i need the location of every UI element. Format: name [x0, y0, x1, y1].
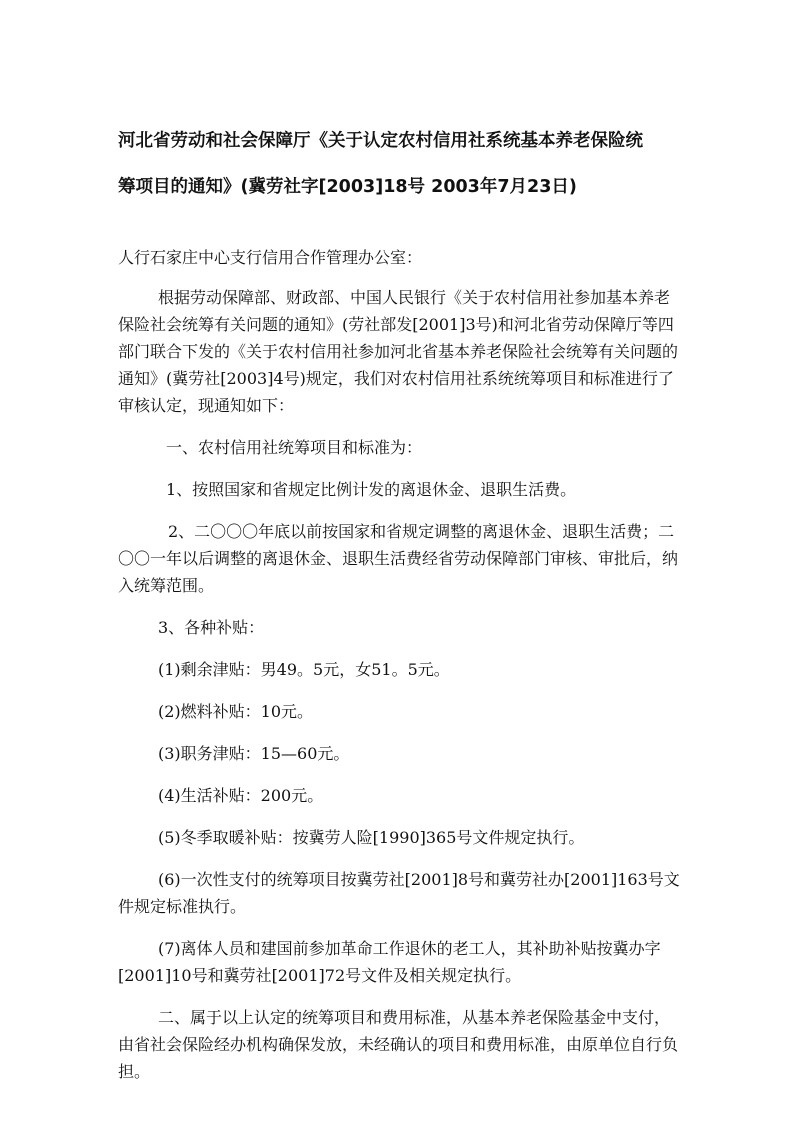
item-1: 1、按照国家和省规定比例计发的离退休金、退职生活费。 [166, 480, 577, 499]
title-line-1: 河北省劳动和社会保障厅《关于认定农村信用社系统基本养老保险统 [118, 131, 643, 151]
addressee: 人行石家庄中心支行信用合作管理办公室： [118, 248, 423, 267]
sub-item-1: (1)剩余津贴：男49。5元，女51。5元。 [158, 660, 450, 679]
sub-item-2: (2)燃料补贴：10元。 [158, 702, 314, 721]
title-line-2: 筹项目的通知》(冀劳社字[2003]18号 2003年7月23日) [118, 177, 577, 197]
item-2: 2、二〇〇〇年底以前按国家和省规定调整的离退休金、退职生活费；二〇〇一年以后调整的离退休金、退职生活费经省劳动保障部门审核、审批后，纳入统筹范围。 [118, 522, 679, 595]
sub-item-7: (7)离体人员和建国前参加革命工作退休的老工人，其补助补贴按冀办字[2001]10号和冀劳社[2001]72号文件及相关规定执行。 [118, 939, 661, 985]
sub-item-3: (3)职务津贴：15—60元。 [158, 744, 350, 763]
item-3: 3、各种补贴： [158, 618, 265, 637]
sub-item-6: (6)一次性支付的统筹项目按冀劳社[2001]8号和冀劳社办[2001]163号文件规定标准执行。 [118, 870, 680, 916]
sub-item-5: (5)冬季取暖补贴：按冀劳人险[1990]365号文件规定执行。 [158, 828, 585, 847]
document-title [118, 118, 688, 210]
document-body [118, 244, 683, 1085]
intro-paragraph: 根据劳动保障部、财政部、中国人民银行《关于农村信用社参加基本养老保险社会统筹有关问题的通知》(劳社部发[2001]3号)和河北省劳动保障厅等四部门联合下发的《关于农村信用社参加河北省基本养老保险社会统筹有关问题的通知》(冀劳社[2003]4号)规定，我们对农村信用社系统统筹项目和标准进行了审核认定，现通知如下： [118, 288, 679, 415]
section-1-heading: 一、农村信用社统筹项目和标准为： [166, 438, 423, 457]
section-2-paragraph: 二、属于以上认定的统筹项目和费用标准，从基本养老保险基金中支付，由省社会保险经办机构确保发放，未经确认的项目和费用标准，由原单位自行负担。 [118, 1008, 679, 1081]
sub-item-4: (4)生活补贴：200元。 [158, 786, 324, 805]
